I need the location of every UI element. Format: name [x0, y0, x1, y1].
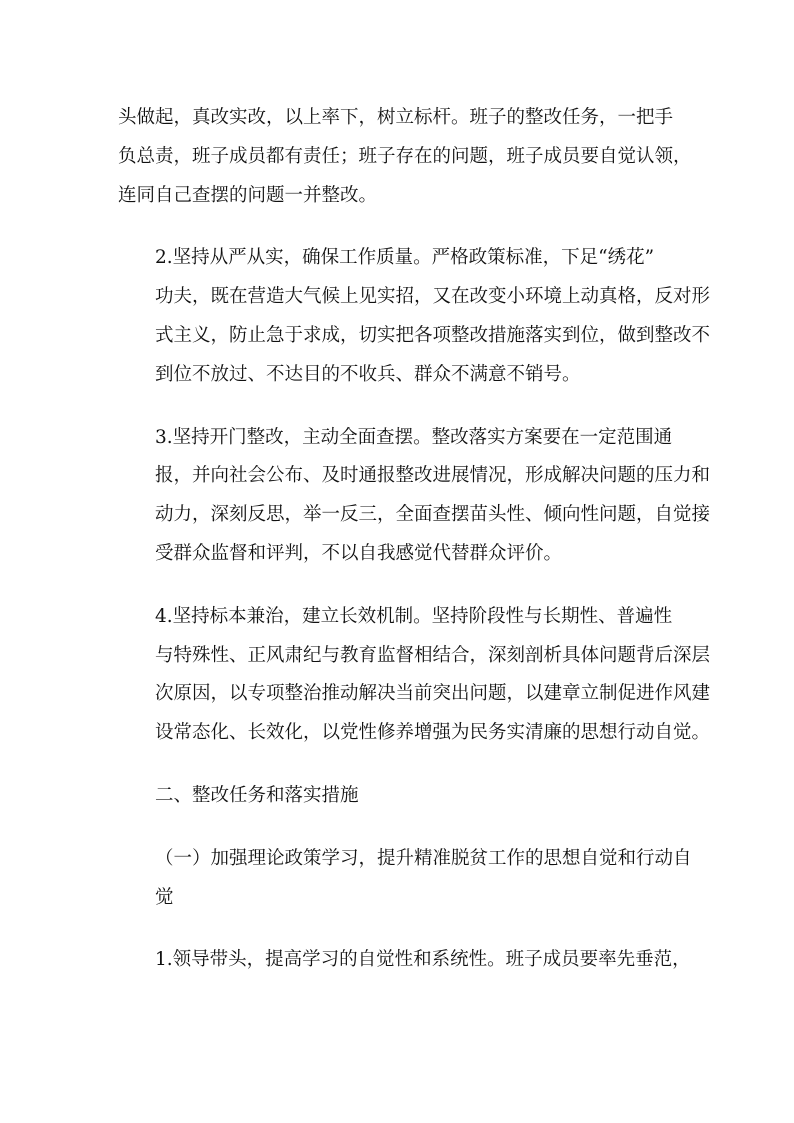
heading-line: （一）加强理论政策学习，提升精准脱贫工作的思想自觉和行动自 — [155, 847, 692, 869]
text-line: 式主义，防止急于求成，切实把各项整改措施落实到位，做到整改不 — [155, 324, 711, 346]
text-line: 受群众监督和评判，不以自我感觉代替群众评价。 — [155, 542, 563, 564]
text-line: 报，并向社会公布、及时通报整改进展情况，形成解决问题的压力和 — [155, 465, 711, 487]
paragraph-point-3 — [118, 419, 711, 574]
document-body — [118, 99, 711, 1004]
paragraph-item-1 — [118, 941, 691, 980]
section-heading — [118, 777, 684, 816]
text-line: 1.领导带头，提高学习的自觉性和系统性。班子成员要率先垂范， — [155, 949, 691, 971]
text-line: 与特殊性、正风肃纪与教育监督相结合，深刻剖析具体问题背后深层 — [155, 644, 711, 666]
paragraph-continuation — [118, 99, 692, 215]
paragraph-point-4 — [118, 598, 711, 753]
text-line: 3.坚持开门整改，主动全面查摆。整改落实方案要在一定范围通 — [155, 426, 673, 448]
text-line: 2.坚持从严从实，确保工作质量。严格政策标准，下足“绣花” — [155, 247, 655, 269]
text-line: 功夫，既在营造大气候上见实招，又在改变小环境上动真格，反对形 — [155, 286, 711, 308]
text-line: 头做起，真改实改，以上率下，树立标杆。班子的整改任务，一把手 — [118, 107, 674, 128]
text-line: 4.坚持标本兼治，建立长效机制。坚持阶段性与长期性、普遍性 — [155, 605, 673, 627]
text-line: 设常态化、长效化，以党性修养增强为民务实清廉的思想行动自觉。 — [155, 722, 711, 744]
text-line: 负总责，班子成员都有责任；班子存在的问题，班子成员要自觉认领， — [118, 145, 692, 167]
text-line: 动力，深刻反思，举一反三，全面查摆苗头性、倾向性问题，自觉接 — [155, 504, 711, 526]
text-line: 连同自己查摆的问题一并整改。 — [118, 184, 378, 206]
text-line: 次原因，以专项整治推动解决当前突出问题，以建章立制促进作风建 — [155, 683, 711, 705]
heading-line: 二、整改任务和落实措施 — [155, 784, 359, 806]
paragraph-point-2 — [118, 239, 711, 394]
subsection-heading — [118, 840, 692, 918]
heading-line: 觉 — [155, 886, 174, 908]
text-line: 到位不放过、不达目的不收兵、群众不满意不销号。 — [155, 363, 581, 385]
